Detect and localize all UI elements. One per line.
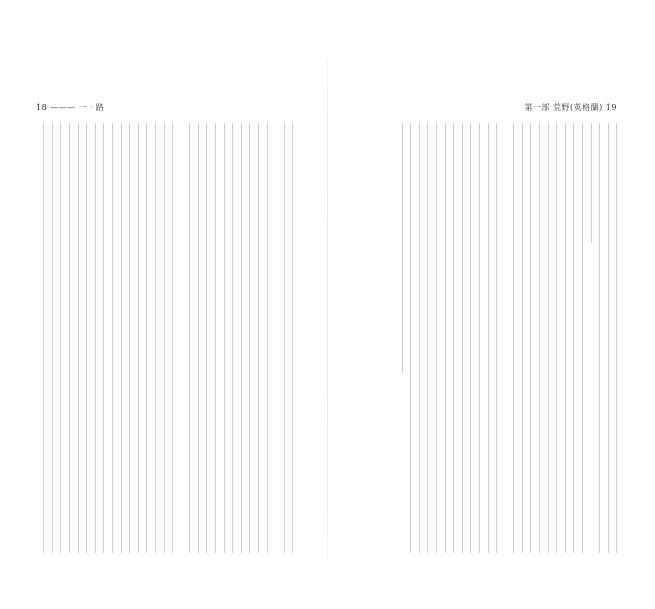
text-column bbox=[519, 123, 524, 553]
text-column bbox=[433, 123, 438, 553]
text-column bbox=[246, 123, 251, 553]
text-column bbox=[390, 123, 395, 553]
text-column bbox=[570, 123, 575, 553]
text-column bbox=[178, 123, 183, 553]
text-column bbox=[493, 123, 498, 553]
text-column bbox=[596, 123, 601, 553]
text-column bbox=[272, 123, 277, 553]
right-running-header: 第一部 荒野(英格蘭) 19 bbox=[524, 103, 617, 112]
text-column bbox=[442, 123, 447, 553]
text-column bbox=[169, 123, 174, 553]
text-column bbox=[281, 123, 286, 553]
right-body-text bbox=[364, 123, 618, 553]
text-column bbox=[126, 123, 131, 553]
text-column bbox=[476, 123, 481, 553]
text-column bbox=[553, 123, 558, 553]
text-column bbox=[49, 123, 54, 553]
text-column bbox=[364, 123, 369, 553]
text-column bbox=[40, 123, 45, 553]
left-body-text bbox=[40, 123, 294, 553]
text-column bbox=[545, 123, 550, 553]
text-column bbox=[161, 123, 166, 553]
text-column bbox=[613, 123, 618, 553]
text-column bbox=[510, 123, 515, 553]
left-running-header: 18 ——— 一‧路 bbox=[36, 103, 105, 112]
text-column bbox=[203, 123, 208, 553]
text-column bbox=[381, 123, 386, 553]
text-column bbox=[373, 123, 378, 553]
text-column bbox=[264, 123, 269, 553]
text-column bbox=[459, 123, 464, 553]
text-column bbox=[424, 123, 429, 553]
text-column bbox=[416, 123, 421, 553]
text-column bbox=[485, 123, 490, 553]
text-column bbox=[588, 123, 593, 553]
text-column bbox=[450, 123, 455, 553]
text-column bbox=[238, 123, 243, 553]
text-column bbox=[536, 123, 541, 553]
text-column bbox=[579, 123, 584, 553]
text-column bbox=[186, 123, 191, 553]
text-column bbox=[562, 123, 567, 553]
text-column bbox=[221, 123, 226, 553]
text-column bbox=[143, 123, 148, 553]
text-column bbox=[255, 123, 260, 553]
text-column bbox=[92, 123, 97, 553]
text-column bbox=[57, 123, 62, 553]
text-column bbox=[399, 123, 404, 553]
text-column bbox=[407, 123, 412, 553]
text-column bbox=[83, 123, 88, 553]
text-column bbox=[66, 123, 71, 553]
text-column bbox=[229, 123, 234, 553]
text-column bbox=[467, 123, 472, 553]
text-column bbox=[100, 123, 105, 553]
text-column bbox=[502, 123, 507, 553]
text-column bbox=[75, 123, 80, 553]
text-column bbox=[289, 123, 294, 553]
text-column bbox=[109, 123, 114, 553]
right-page bbox=[328, 0, 655, 609]
left-page bbox=[0, 0, 327, 609]
text-column bbox=[605, 123, 610, 553]
text-column bbox=[118, 123, 123, 553]
text-column bbox=[195, 123, 200, 553]
text-column bbox=[212, 123, 217, 553]
text-column bbox=[527, 123, 532, 553]
text-column bbox=[152, 123, 157, 553]
text-column bbox=[135, 123, 140, 553]
